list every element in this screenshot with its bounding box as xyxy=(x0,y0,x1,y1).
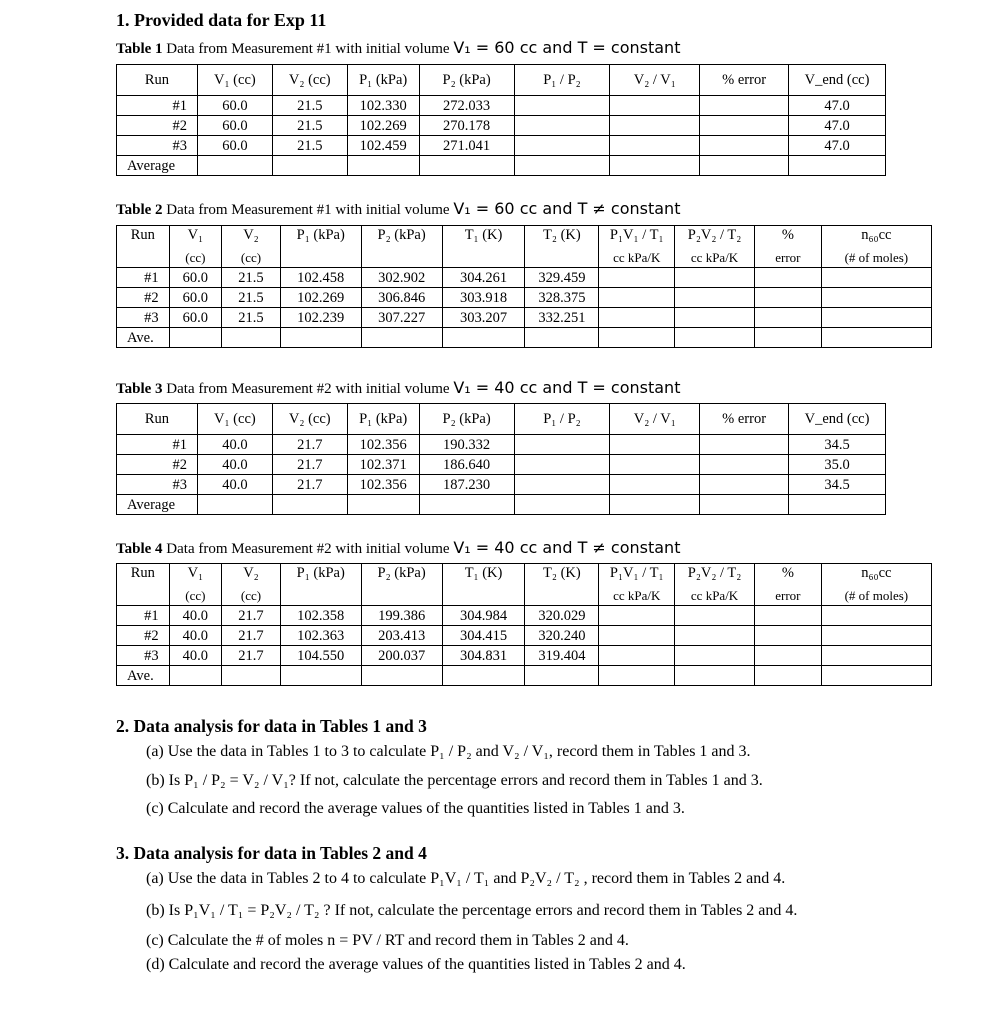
table-cell xyxy=(821,308,931,328)
table-cell xyxy=(169,328,222,348)
table-cell: 303.207 xyxy=(442,308,525,328)
column-header: P₁ (kPa) xyxy=(280,564,361,587)
table-cell xyxy=(599,646,675,666)
table-cell xyxy=(197,495,272,515)
table-cell xyxy=(169,666,222,686)
table-row xyxy=(117,136,886,156)
column-header: P₁V₁ / T₁ xyxy=(599,564,675,587)
column-header-unit: cc kPa/K xyxy=(599,586,675,606)
table-header-row xyxy=(117,65,886,96)
section-3-item-d: (d) Calculate and record the average values of the quantities listed in Tables 2 and 4. xyxy=(146,956,686,973)
table-cell xyxy=(755,606,822,626)
column-header-unit xyxy=(361,248,442,268)
average-row xyxy=(117,328,932,348)
column-header-unit xyxy=(525,248,599,268)
table-3-condition: V₁ = 40 cc and T = constant xyxy=(453,378,681,397)
table-row xyxy=(117,606,932,626)
table-cell: 102.330 xyxy=(347,96,419,116)
column-header: V_end (cc) xyxy=(789,65,886,96)
table-cell xyxy=(610,435,700,455)
table-row xyxy=(117,475,886,495)
table-cell: 199.386 xyxy=(361,606,442,626)
table-cell: 21.7 xyxy=(272,435,347,455)
table-cell xyxy=(675,268,755,288)
table-cell: 35.0 xyxy=(789,455,886,475)
table-cell: 186.640 xyxy=(419,455,514,475)
table-cell: 60.0 xyxy=(197,116,272,136)
table-cell: 304.415 xyxy=(442,626,525,646)
table-cell: 304.831 xyxy=(442,646,525,666)
table-cell xyxy=(700,96,789,116)
column-header: % xyxy=(755,564,822,587)
column-header-unit xyxy=(280,248,361,268)
table-cell: 332.251 xyxy=(525,308,599,328)
table-cell xyxy=(675,606,755,626)
table-header-row xyxy=(117,226,932,249)
table-header-row xyxy=(117,404,886,435)
table-cell xyxy=(514,455,610,475)
column-header: V₁ xyxy=(169,226,222,249)
table-cell: 102.239 xyxy=(280,308,361,328)
table-cell xyxy=(675,646,755,666)
column-header: T₁ (K) xyxy=(442,226,525,249)
table-cell: 21.5 xyxy=(272,136,347,156)
table-cell: 21.5 xyxy=(222,308,281,328)
table-cell: 306.846 xyxy=(361,288,442,308)
table-cell xyxy=(599,626,675,646)
table-1-caption xyxy=(116,38,680,58)
section-3-title: 3. Data analysis for data in Tables 2 and 4 xyxy=(116,843,427,863)
table-cell xyxy=(821,328,931,348)
column-header: P₂V₂ / T₂ xyxy=(675,226,755,249)
table-cell xyxy=(514,475,610,495)
table-4-condition: V₁ = 40 cc and T ≠ constant xyxy=(453,538,681,557)
table-row xyxy=(117,435,886,455)
table-cell: 304.261 xyxy=(442,268,525,288)
column-header: V₂ xyxy=(222,226,281,249)
column-header: P₁ / P₂ xyxy=(514,404,610,435)
table-2 xyxy=(116,225,932,348)
column-header-unit xyxy=(442,248,525,268)
table-4-caption-text: Data from Measurement #2 with initial volume xyxy=(166,541,450,557)
column-header-unit: (# of moles) xyxy=(821,248,931,268)
column-header-unit: (cc) xyxy=(222,586,281,606)
table-header-row xyxy=(117,564,932,587)
average-row xyxy=(117,156,886,176)
table-cell: 102.358 xyxy=(280,606,361,626)
table-cell: 21.5 xyxy=(272,116,347,136)
table-3 xyxy=(116,403,886,515)
table-cell xyxy=(419,156,514,176)
column-header-unit xyxy=(442,586,525,606)
table-cell xyxy=(272,156,347,176)
table-cell xyxy=(821,626,931,646)
table-cell: 102.459 xyxy=(347,136,419,156)
column-header: Run xyxy=(117,65,198,96)
table-cell: 302.902 xyxy=(361,268,442,288)
section-2-item-a: (a) Use the data in Tables 1 to 3 to calculate P₁ / P₂ and V₂ / V₁, record them in Tables 1 and 3. xyxy=(146,743,751,760)
table-cell xyxy=(599,328,675,348)
table-cell xyxy=(821,268,931,288)
table-cell xyxy=(755,646,822,666)
table-cell xyxy=(821,646,931,666)
table-cell xyxy=(700,136,789,156)
table-cell xyxy=(700,495,789,515)
average-label: Ave. xyxy=(117,666,170,686)
section-2-item-b: (b) Is P₁ / P₂ = V₂ / V₁? If not, calculate the percentage errors and record them in Tables 1 and 3. xyxy=(146,772,763,789)
average-label: Ave. xyxy=(117,328,170,348)
table-cell: 320.240 xyxy=(525,626,599,646)
table-cell: 34.5 xyxy=(789,475,886,495)
table-cell: 40.0 xyxy=(169,606,222,626)
table-cell xyxy=(675,666,755,686)
average-label: Average xyxy=(117,156,198,176)
table-cell: 307.227 xyxy=(361,308,442,328)
table-cell xyxy=(272,495,347,515)
table-cell: 328.375 xyxy=(525,288,599,308)
section-3-item-a: (a) Use the data in Tables 2 to 4 to calculate P₁V₁ / T₁ and P₂V₂ / T₂ , record them in Tables 2 and 4. xyxy=(146,870,786,887)
table-row xyxy=(117,308,932,328)
table-row xyxy=(117,646,932,666)
table-cell: 104.550 xyxy=(280,646,361,666)
table-cell: 102.363 xyxy=(280,626,361,646)
table-cell: 21.7 xyxy=(222,626,281,646)
table-cell: 102.269 xyxy=(280,288,361,308)
table-cell xyxy=(675,626,755,646)
table-cell: #2 xyxy=(117,455,198,475)
table-cell: 47.0 xyxy=(789,96,886,116)
table-3-label: Table 3 xyxy=(116,381,163,397)
table-cell: #1 xyxy=(117,606,170,626)
table-4 xyxy=(116,563,932,686)
table-cell: 40.0 xyxy=(169,646,222,666)
column-header: T₂ (K) xyxy=(525,226,599,249)
table-cell xyxy=(610,475,700,495)
table-cell xyxy=(347,156,419,176)
table-cell: 200.037 xyxy=(361,646,442,666)
table-cell: 60.0 xyxy=(169,308,222,328)
table-cell: 190.332 xyxy=(419,435,514,455)
column-header: P₁ (kPa) xyxy=(347,65,419,96)
table-cell: #1 xyxy=(117,96,198,116)
column-header-unit: error xyxy=(755,586,822,606)
table-cell xyxy=(700,475,789,495)
table-cell xyxy=(675,328,755,348)
table-cell xyxy=(442,328,525,348)
table-cell xyxy=(610,495,700,515)
table-2-label: Table 2 xyxy=(116,202,163,218)
column-header: P₁ / P₂ xyxy=(514,65,610,96)
column-header: P₁V₁ / T₁ xyxy=(599,226,675,249)
table-cell xyxy=(525,328,599,348)
table-cell xyxy=(789,495,886,515)
column-header: Run xyxy=(117,404,198,435)
table-cell: 40.0 xyxy=(169,626,222,646)
table-cell: 102.356 xyxy=(347,475,419,495)
table-cell: #1 xyxy=(117,435,198,455)
table-cell: 40.0 xyxy=(197,475,272,495)
column-header-unit xyxy=(117,248,170,268)
column-header-unit: (cc) xyxy=(169,248,222,268)
table-cell: 21.5 xyxy=(222,288,281,308)
table-cell: 272.033 xyxy=(419,96,514,116)
table-header-subrow xyxy=(117,586,932,606)
column-header-unit: (cc) xyxy=(222,248,281,268)
average-row xyxy=(117,666,932,686)
column-header-unit: cc kPa/K xyxy=(599,248,675,268)
column-header: P₂ (kPa) xyxy=(419,404,514,435)
table-cell xyxy=(821,288,931,308)
column-header: V₂ / V₁ xyxy=(610,65,700,96)
column-header: P₂ (kPa) xyxy=(419,65,514,96)
table-cell xyxy=(280,328,361,348)
column-header-unit: error xyxy=(755,248,822,268)
table-cell: #3 xyxy=(117,475,198,495)
average-label: Average xyxy=(117,495,198,515)
column-header: Run xyxy=(117,564,170,587)
table-cell xyxy=(514,435,610,455)
table-cell: 21.7 xyxy=(222,606,281,626)
table-cell xyxy=(610,116,700,136)
column-header-unit: (# of moles) xyxy=(821,586,931,606)
table-cell: 319.404 xyxy=(525,646,599,666)
table-cell xyxy=(755,328,822,348)
section-2-title: 2. Data analysis for data in Tables 1 and 3 xyxy=(116,716,427,736)
column-header: % xyxy=(755,226,822,249)
table-2-condition: V₁ = 60 cc and T ≠ constant xyxy=(453,199,681,218)
table-1-condition: V₁ = 60 cc and T = constant xyxy=(453,38,681,57)
column-header-unit xyxy=(361,586,442,606)
table-cell: 21.7 xyxy=(272,455,347,475)
table-cell xyxy=(347,495,419,515)
table-cell xyxy=(419,495,514,515)
table-cell xyxy=(610,136,700,156)
column-header-unit: (cc) xyxy=(169,586,222,606)
column-header-unit xyxy=(280,586,361,606)
average-row xyxy=(117,495,886,515)
table-cell xyxy=(599,606,675,626)
table-cell xyxy=(700,435,789,455)
table-cell: 40.0 xyxy=(197,435,272,455)
table-cell xyxy=(514,96,610,116)
table-cell: 329.459 xyxy=(525,268,599,288)
column-header: P₂ (kPa) xyxy=(361,226,442,249)
column-header: T₁ (K) xyxy=(442,564,525,587)
table-cell: 203.413 xyxy=(361,626,442,646)
table-cell: 34.5 xyxy=(789,435,886,455)
table-cell: 60.0 xyxy=(169,288,222,308)
table-cell xyxy=(700,116,789,136)
table-cell xyxy=(821,666,931,686)
table-cell xyxy=(755,268,822,288)
table-cell: 102.458 xyxy=(280,268,361,288)
table-row xyxy=(117,455,886,475)
table-3-caption xyxy=(116,378,680,398)
table-cell: 60.0 xyxy=(197,136,272,156)
table-cell: #2 xyxy=(117,626,170,646)
table-cell: 21.5 xyxy=(222,268,281,288)
table-cell: 60.0 xyxy=(169,268,222,288)
table-row xyxy=(117,288,932,308)
table-cell xyxy=(514,495,610,515)
table-2-caption xyxy=(116,199,680,219)
table-cell: #3 xyxy=(117,308,170,328)
table-cell xyxy=(599,666,675,686)
section-1-title: 1. Provided data for Exp 11 xyxy=(116,10,327,30)
table-cell xyxy=(675,308,755,328)
table-cell: 40.0 xyxy=(197,455,272,475)
column-header: n₆₀cc xyxy=(821,226,931,249)
column-header: V₂ xyxy=(222,564,281,587)
table-cell xyxy=(675,288,755,308)
section-2-item-c: (c) Calculate and record the average values of the quantities listed in Tables 1 and 3. xyxy=(146,800,685,817)
table-header-subrow xyxy=(117,248,932,268)
table-cell: 102.371 xyxy=(347,455,419,475)
table-cell: #2 xyxy=(117,116,198,136)
column-header: % error xyxy=(700,404,789,435)
table-2-caption-text: Data from Measurement #1 with initial volume xyxy=(166,202,450,218)
table-cell xyxy=(222,666,281,686)
table-cell xyxy=(514,136,610,156)
column-header: P₁ (kPa) xyxy=(280,226,361,249)
column-header: Run xyxy=(117,226,170,249)
table-cell: 21.7 xyxy=(272,475,347,495)
column-header-unit: cc kPa/K xyxy=(675,248,755,268)
table-cell xyxy=(514,156,610,176)
table-cell xyxy=(700,455,789,475)
table-row xyxy=(117,268,932,288)
column-header: V₁ xyxy=(169,564,222,587)
column-header: P₂V₂ / T₂ xyxy=(675,564,755,587)
table-1 xyxy=(116,64,886,176)
table-cell xyxy=(442,666,525,686)
table-cell: 21.5 xyxy=(272,96,347,116)
table-cell: #1 xyxy=(117,268,170,288)
table-cell: #2 xyxy=(117,288,170,308)
column-header: V₂ (cc) xyxy=(272,404,347,435)
table-cell xyxy=(222,328,281,348)
table-cell xyxy=(280,666,361,686)
table-cell xyxy=(610,455,700,475)
column-header: V₁ (cc) xyxy=(197,65,272,96)
table-cell xyxy=(599,308,675,328)
table-row xyxy=(117,626,932,646)
table-row xyxy=(117,116,886,136)
table-cell xyxy=(525,666,599,686)
table-cell xyxy=(755,308,822,328)
table-cell xyxy=(599,268,675,288)
table-cell xyxy=(700,156,789,176)
table-cell xyxy=(361,666,442,686)
table-cell: 271.041 xyxy=(419,136,514,156)
column-header: P₁ (kPa) xyxy=(347,404,419,435)
table-row xyxy=(117,96,886,116)
table-cell: 102.356 xyxy=(347,435,419,455)
table-cell xyxy=(361,328,442,348)
column-header: V₂ / V₁ xyxy=(610,404,700,435)
table-cell: 303.918 xyxy=(442,288,525,308)
table-1-caption-text: Data from Measurement #1 with initial volume xyxy=(166,41,450,57)
table-cell: 270.178 xyxy=(419,116,514,136)
table-cell xyxy=(755,666,822,686)
column-header: n₆₀cc xyxy=(821,564,931,587)
table-cell: #3 xyxy=(117,136,198,156)
section-3-item-b: (b) Is P₁V₁ / T₁ = P₂V₂ / T₂ ? If not, calculate the percentage errors and record them in Tables 2 and 4. xyxy=(146,902,798,919)
table-cell: 320.029 xyxy=(525,606,599,626)
column-header: T₂ (K) xyxy=(525,564,599,587)
table-cell xyxy=(610,156,700,176)
table-cell: 47.0 xyxy=(789,136,886,156)
table-cell: 21.7 xyxy=(222,646,281,666)
table-cell xyxy=(610,96,700,116)
table-cell xyxy=(197,156,272,176)
table-cell xyxy=(755,626,822,646)
table-cell: 102.269 xyxy=(347,116,419,136)
table-cell: 60.0 xyxy=(197,96,272,116)
column-header: V₂ (cc) xyxy=(272,65,347,96)
column-header-unit xyxy=(525,586,599,606)
table-cell: 187.230 xyxy=(419,475,514,495)
column-header-unit xyxy=(117,586,170,606)
table-cell: 47.0 xyxy=(789,116,886,136)
table-4-caption xyxy=(116,538,680,558)
table-cell xyxy=(755,288,822,308)
table-cell: 304.984 xyxy=(442,606,525,626)
table-cell xyxy=(789,156,886,176)
table-cell xyxy=(514,116,610,136)
column-header: V_end (cc) xyxy=(789,404,886,435)
column-header-unit: cc kPa/K xyxy=(675,586,755,606)
table-1-label: Table 1 xyxy=(116,41,163,57)
column-header: P₂ (kPa) xyxy=(361,564,442,587)
column-header: % error xyxy=(700,65,789,96)
table-cell xyxy=(599,288,675,308)
table-cell xyxy=(821,606,931,626)
table-4-label: Table 4 xyxy=(116,541,163,557)
table-3-caption-text: Data from Measurement #2 with initial volume xyxy=(166,381,450,397)
table-cell: #3 xyxy=(117,646,170,666)
column-header: V₁ (cc) xyxy=(197,404,272,435)
section-3-item-c: (c) Calculate the # of moles n = PV / RT and record them in Tables 2 and 4. xyxy=(146,932,629,949)
